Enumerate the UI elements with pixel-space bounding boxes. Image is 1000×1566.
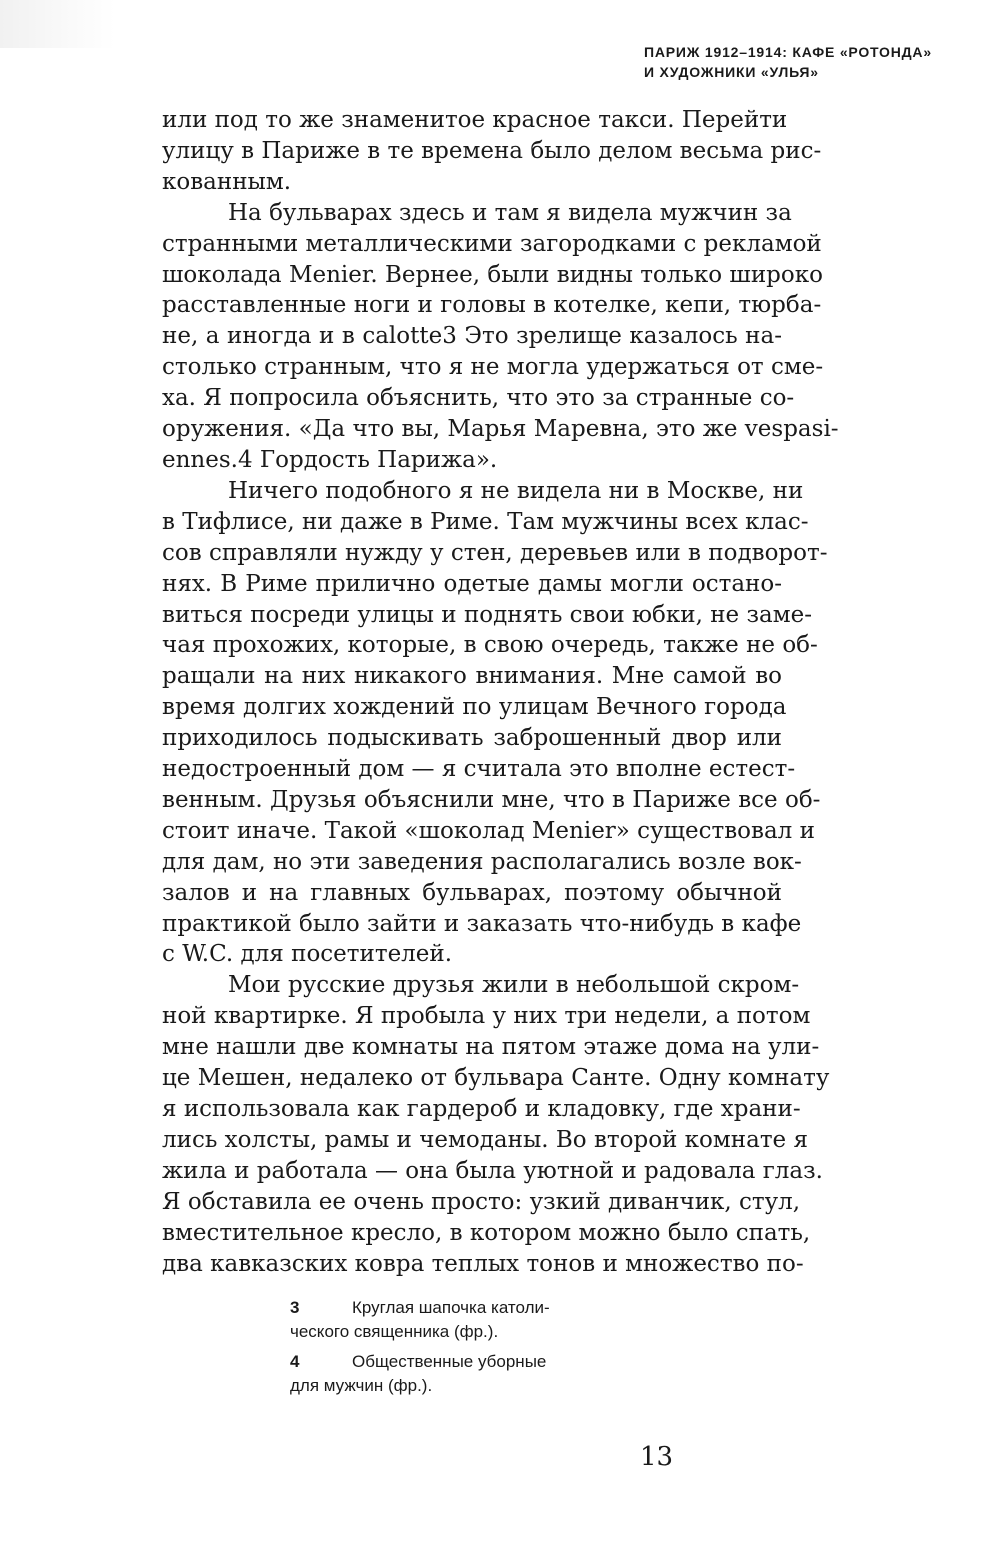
text-line: ennes.4 Гордость Парижа». (162, 446, 498, 473)
paragraph (162, 105, 822, 198)
text-line: венным. Друзья объяснили мне, что в Париже все об- (162, 786, 821, 813)
text-line: или под то же знаменитое красное такси. Перейти (162, 107, 788, 133)
text-line: шоколада Menier. Вернее, были видны только широко (162, 261, 823, 288)
text-line: Мои русские друзья жили в небольшой скром- (228, 972, 800, 999)
running-head-line-2: И ХУДОЖНИКИ «УЛЬЯ» (644, 64, 819, 80)
paragraph (162, 970, 830, 1279)
text-line: залов и на главных бульварах, поэтому обычной (162, 879, 782, 906)
footnote-number: 4 (290, 1352, 300, 1371)
text-line: время долгих хождений по улицам Вечного города (162, 694, 787, 721)
text-line: чая прохожих, которые, в свою очередь, также не об- (162, 632, 818, 659)
text-line: оружения. «Да что вы, Марья Маревна, это же vespasi- (162, 416, 839, 443)
paragraph (162, 198, 839, 476)
text-line: приходилось подыскивать заброшенный двор или (162, 725, 782, 752)
text-line: я использовала как гардероб и кладовку, где храни- (162, 1096, 801, 1122)
text-line: ращали на них никакого внимания. Мне самой во (162, 663, 782, 690)
text-line: ной квартирке. Я пробыла у них три недели, а потом (162, 1003, 811, 1030)
footnote-text: для мужчин (фр.). (290, 1376, 433, 1395)
text-line: мне нашли две комнаты на пятом этаже дома на ули- (162, 1034, 820, 1061)
footnote (290, 1296, 600, 1344)
footnotes (290, 1296, 600, 1404)
text-line: стоит иначе. Такой «шоколад Menier» существовал и (162, 817, 815, 844)
text-line: жила и работала — она была уютной и радовала глаз. (162, 1157, 823, 1184)
text-line: кованным. (162, 168, 292, 195)
text-line: Ничего подобного я не видела ни в Москве, ни (228, 477, 804, 504)
text-line: це Мешен, недалеко от бульвара Санте. Одну комнату (162, 1065, 830, 1092)
text-line: виться посреди улицы и поднять свои юбки, не заме- (162, 601, 812, 628)
text-line: лись холсты, рамы и чемоданы. Во второй комнате я (162, 1126, 808, 1153)
text-line: столько странным, что я не могла удержаться от сме- (162, 354, 824, 381)
footnote (290, 1350, 600, 1398)
page-number: 13 (640, 1442, 674, 1472)
text-line: Я обставила ее очень просто: узкий диванчик, стул, (162, 1188, 801, 1215)
text-line: сов справляли нужду у стен, деревьев или в подворот- (162, 539, 828, 566)
text-line: практикой было зайти и заказать что-нибудь в кафе (162, 910, 802, 937)
footnote-number: 3 (290, 1298, 300, 1317)
text-line: с W.C. для посетителей. (162, 941, 453, 968)
text-line: в Тифлисе, ни даже в Риме. Там мужчины всех клас- (162, 508, 809, 535)
footnote-text: ческого священника (фр.). (290, 1322, 499, 1341)
text-line: расставленные ноги и головы в котелке, кепи, тюрба- (162, 292, 822, 319)
text-line: не, а иногда и в calotte3 Это зрелище казалось на- (162, 323, 782, 350)
text-line: улицу в Париже в те времена было делом весьма рис- (162, 137, 822, 164)
text-line: для дам, но эти заведения располагались возле вок- (162, 848, 802, 875)
footnote-text: Круглая шапочка католи- (352, 1298, 550, 1317)
text-line: ха. Я попросила объяснить, что это за странные со- (162, 385, 795, 412)
text-line: два кавказских ковра теплых тонов и множество по- (162, 1250, 804, 1277)
paragraph (162, 476, 828, 971)
text-line: странными металлическими загородками с рекламой (162, 230, 822, 257)
running-head (572, 42, 952, 82)
running-head-line-1: ПАРИЖ 1912–1914: КАФЕ «РОТОНДА» (644, 44, 932, 60)
text-line: недостроенный дом — я считала это вполне естест- (162, 756, 796, 783)
footnote-text: Общественные уборные (352, 1352, 547, 1371)
scan-edge-shadow (0, 0, 115, 48)
body-text (162, 105, 839, 1279)
text-line: вместительное кресло, в котором можно было спать, (162, 1219, 811, 1246)
text-line: На бульварах здесь и там я видела мужчин за (228, 199, 792, 226)
text-line: нях. В Риме прилично одетые дамы могли остано- (162, 570, 782, 597)
